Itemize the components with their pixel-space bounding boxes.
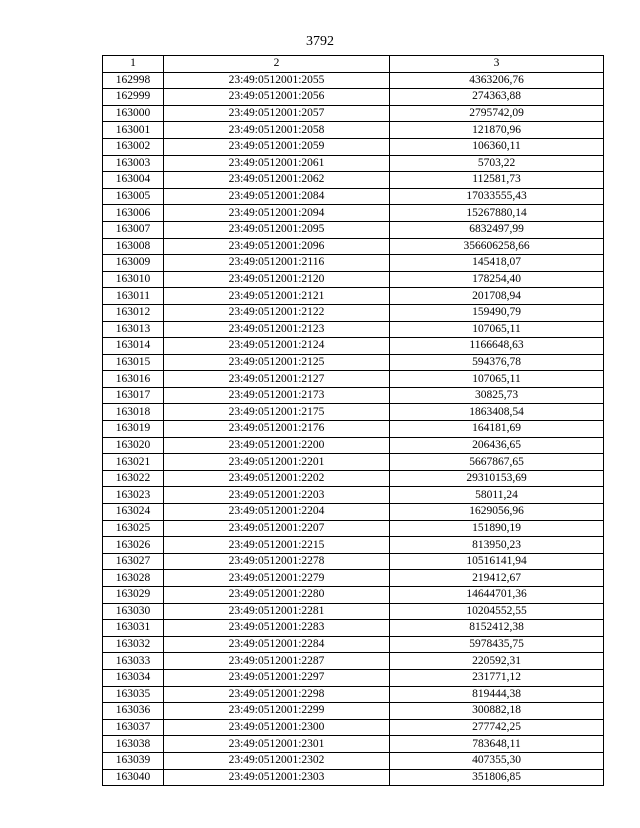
value-cell: 220592,31	[390, 653, 604, 670]
row-number-cell: 163033	[103, 653, 164, 670]
value-cell: 107065,11	[390, 321, 604, 338]
page-number: 3792	[306, 34, 334, 49]
cadastral-number-cell: 23:49:0512001:2298	[164, 686, 390, 703]
table-body	[103, 72, 604, 786]
table-row	[103, 404, 604, 421]
value-cell: 1166648,63	[390, 338, 604, 355]
table-row	[103, 255, 604, 272]
value-cell: 10516141,94	[390, 553, 604, 570]
row-number-cell: 163017	[103, 387, 164, 404]
row-number-cell: 163039	[103, 752, 164, 769]
cadastral-number-cell: 23:49:0512001:2281	[164, 603, 390, 620]
table-row	[103, 487, 604, 504]
value-cell: 813950,23	[390, 537, 604, 554]
cadastral-number-cell: 23:49:0512001:2175	[164, 404, 390, 421]
cadastral-number-cell: 23:49:0512001:2120	[164, 271, 390, 288]
row-number-cell: 163020	[103, 437, 164, 454]
cadastral-number-cell: 23:49:0512001:2059	[164, 138, 390, 155]
value-cell: 231771,12	[390, 669, 604, 686]
value-cell: 164181,69	[390, 421, 604, 438]
cadastral-number-cell: 23:49:0512001:2207	[164, 520, 390, 537]
cadastral-number-cell: 23:49:0512001:2297	[164, 669, 390, 686]
table-row	[103, 669, 604, 686]
table-row	[103, 686, 604, 703]
value-cell: 112581,73	[390, 172, 604, 189]
cadastral-number-cell: 23:49:0512001:2058	[164, 122, 390, 139]
table-row	[103, 304, 604, 321]
table-header-row	[103, 56, 604, 73]
table-row	[103, 205, 604, 222]
value-cell: 151890,19	[390, 520, 604, 537]
row-number-cell: 163036	[103, 703, 164, 720]
table-row	[103, 72, 604, 89]
table-row	[103, 719, 604, 736]
value-cell: 783648,11	[390, 736, 604, 753]
row-number-cell: 163024	[103, 504, 164, 521]
row-number-cell: 163012	[103, 304, 164, 321]
cadastral-number-cell: 23:49:0512001:2057	[164, 105, 390, 122]
row-number-cell: 163009	[103, 255, 164, 272]
row-number-cell: 163037	[103, 719, 164, 736]
cadastral-number-cell: 23:49:0512001:2302	[164, 752, 390, 769]
table-row	[103, 736, 604, 753]
table-row	[103, 653, 604, 670]
table-row	[103, 371, 604, 388]
value-cell: 17033555,43	[390, 188, 604, 205]
row-number-cell: 163032	[103, 636, 164, 653]
value-cell: 5978435,75	[390, 636, 604, 653]
table-row	[103, 172, 604, 189]
cadastral-number-cell: 23:49:0512001:2215	[164, 537, 390, 554]
table-row	[103, 321, 604, 338]
value-cell: 1863408,54	[390, 404, 604, 421]
cadastral-number-cell: 23:49:0512001:2283	[164, 620, 390, 637]
table-row	[103, 122, 604, 139]
table-row	[103, 421, 604, 438]
value-cell: 201708,94	[390, 288, 604, 305]
row-number-cell: 162998	[103, 72, 164, 89]
value-cell: 8152412,38	[390, 620, 604, 637]
value-cell: 300882,18	[390, 703, 604, 720]
cadastral-number-cell: 23:49:0512001:2121	[164, 288, 390, 305]
row-number-cell: 163031	[103, 620, 164, 637]
row-number-cell: 163038	[103, 736, 164, 753]
cadastral-number-cell: 23:49:0512001:2278	[164, 553, 390, 570]
value-cell: 15267880,14	[390, 205, 604, 222]
value-cell: 2795742,09	[390, 105, 604, 122]
row-number-cell: 163001	[103, 122, 164, 139]
value-cell: 206436,65	[390, 437, 604, 454]
row-number-cell: 163015	[103, 354, 164, 371]
cadastral-number-cell: 23:49:0512001:2202	[164, 470, 390, 487]
row-number-cell: 163014	[103, 338, 164, 355]
table-row	[103, 553, 604, 570]
cadastral-number-cell: 23:49:0512001:2062	[164, 172, 390, 189]
cadastral-number-cell: 23:49:0512001:2303	[164, 769, 390, 786]
cadastral-number-cell: 23:49:0512001:2125	[164, 354, 390, 371]
table-row	[103, 504, 604, 521]
cadastral-number-cell: 23:49:0512001:2203	[164, 487, 390, 504]
table-row	[103, 470, 604, 487]
row-number-cell: 163034	[103, 669, 164, 686]
table-row	[103, 238, 604, 255]
cadastral-number-cell: 23:49:0512001:2299	[164, 703, 390, 720]
cadastral-number-cell: 23:49:0512001:2301	[164, 736, 390, 753]
column-header-1: 1	[103, 56, 164, 73]
cadastral-number-cell: 23:49:0512001:2122	[164, 304, 390, 321]
row-number-cell: 163019	[103, 421, 164, 438]
cadastral-number-cell: 23:49:0512001:2287	[164, 653, 390, 670]
cadastral-number-cell: 23:49:0512001:2204	[164, 504, 390, 521]
value-cell: 107065,11	[390, 371, 604, 388]
table-row	[103, 354, 604, 371]
table-row	[103, 387, 604, 404]
row-number-cell: 163010	[103, 271, 164, 288]
row-number-cell: 163028	[103, 570, 164, 587]
row-number-cell: 163004	[103, 172, 164, 189]
column-header-3: 3	[390, 56, 604, 73]
row-number-cell: 163007	[103, 221, 164, 238]
table-row	[103, 769, 604, 786]
value-cell: 219412,67	[390, 570, 604, 587]
row-number-cell: 163013	[103, 321, 164, 338]
table-row	[103, 752, 604, 769]
cadastral-number-cell: 23:49:0512001:2061	[164, 155, 390, 172]
cadastral-number-cell: 23:49:0512001:2127	[164, 371, 390, 388]
value-cell: 594376,78	[390, 354, 604, 371]
table-row	[103, 89, 604, 106]
table-row	[103, 288, 604, 305]
value-cell: 5667867,65	[390, 454, 604, 471]
cadastral-number-cell: 23:49:0512001:2280	[164, 587, 390, 604]
column-header-2: 2	[164, 56, 390, 73]
table-row	[103, 437, 604, 454]
table-row	[103, 271, 604, 288]
cadastral-number-cell: 23:49:0512001:2176	[164, 421, 390, 438]
value-cell: 277742,25	[390, 719, 604, 736]
table-row	[103, 338, 604, 355]
row-number-cell: 163026	[103, 537, 164, 554]
value-cell: 274363,88	[390, 89, 604, 106]
table-row	[103, 188, 604, 205]
value-cell: 351806,85	[390, 769, 604, 786]
row-number-cell: 163016	[103, 371, 164, 388]
cadastral-number-cell: 23:49:0512001:2300	[164, 719, 390, 736]
cadastral-number-cell: 23:49:0512001:2056	[164, 89, 390, 106]
cadastral-number-cell: 23:49:0512001:2116	[164, 255, 390, 272]
cadastral-number-cell: 23:49:0512001:2284	[164, 636, 390, 653]
cadastral-number-cell: 23:49:0512001:2094	[164, 205, 390, 222]
value-cell: 4363206,76	[390, 72, 604, 89]
table-row	[103, 155, 604, 172]
row-number-cell: 163008	[103, 238, 164, 255]
row-number-cell: 163029	[103, 587, 164, 604]
cadastral-number-cell: 23:49:0512001:2200	[164, 437, 390, 454]
value-cell: 29310153,69	[390, 470, 604, 487]
value-cell: 356606258,66	[390, 238, 604, 255]
cadastral-number-cell: 23:49:0512001:2123	[164, 321, 390, 338]
table-row	[103, 703, 604, 720]
value-cell: 159490,79	[390, 304, 604, 321]
row-number-cell: 163002	[103, 138, 164, 155]
value-cell: 1629056,96	[390, 504, 604, 521]
row-number-cell: 162999	[103, 89, 164, 106]
row-number-cell: 163023	[103, 487, 164, 504]
row-number-cell: 163018	[103, 404, 164, 421]
row-number-cell: 163021	[103, 454, 164, 471]
cadastral-number-cell: 23:49:0512001:2124	[164, 338, 390, 355]
cadastral-number-cell: 23:49:0512001:2084	[164, 188, 390, 205]
table-row	[103, 520, 604, 537]
cadastral-number-cell: 23:49:0512001:2173	[164, 387, 390, 404]
value-cell: 145418,07	[390, 255, 604, 272]
row-number-cell: 163022	[103, 470, 164, 487]
row-number-cell: 163011	[103, 288, 164, 305]
cadastral-number-cell: 23:49:0512001:2096	[164, 238, 390, 255]
row-number-cell: 163025	[103, 520, 164, 537]
value-cell: 6832497,99	[390, 221, 604, 238]
row-number-cell: 163003	[103, 155, 164, 172]
table-row	[103, 221, 604, 238]
row-number-cell: 163030	[103, 603, 164, 620]
table-row	[103, 620, 604, 637]
value-cell: 14644701,36	[390, 587, 604, 604]
table-row	[103, 603, 604, 620]
row-number-cell: 163006	[103, 205, 164, 222]
value-cell: 178254,40	[390, 271, 604, 288]
row-number-cell: 163035	[103, 686, 164, 703]
row-number-cell: 163005	[103, 188, 164, 205]
value-cell: 407355,30	[390, 752, 604, 769]
value-cell: 106360,11	[390, 138, 604, 155]
cadastral-number-cell: 23:49:0512001:2095	[164, 221, 390, 238]
row-number-cell: 163040	[103, 769, 164, 786]
value-cell: 58011,24	[390, 487, 604, 504]
table-row	[103, 636, 604, 653]
value-cell: 10204552,55	[390, 603, 604, 620]
table-row	[103, 587, 604, 604]
value-cell: 5703,22	[390, 155, 604, 172]
row-number-cell: 163000	[103, 105, 164, 122]
table-row	[103, 537, 604, 554]
value-cell: 121870,96	[390, 122, 604, 139]
data-table	[102, 55, 604, 786]
value-cell: 30825,73	[390, 387, 604, 404]
table-row	[103, 454, 604, 471]
table-row	[103, 105, 604, 122]
cadastral-number-cell: 23:49:0512001:2201	[164, 454, 390, 471]
cadastral-number-cell: 23:49:0512001:2279	[164, 570, 390, 587]
table-row	[103, 138, 604, 155]
cadastral-number-cell: 23:49:0512001:2055	[164, 72, 390, 89]
row-number-cell: 163027	[103, 553, 164, 570]
table-row	[103, 570, 604, 587]
value-cell: 819444,38	[390, 686, 604, 703]
